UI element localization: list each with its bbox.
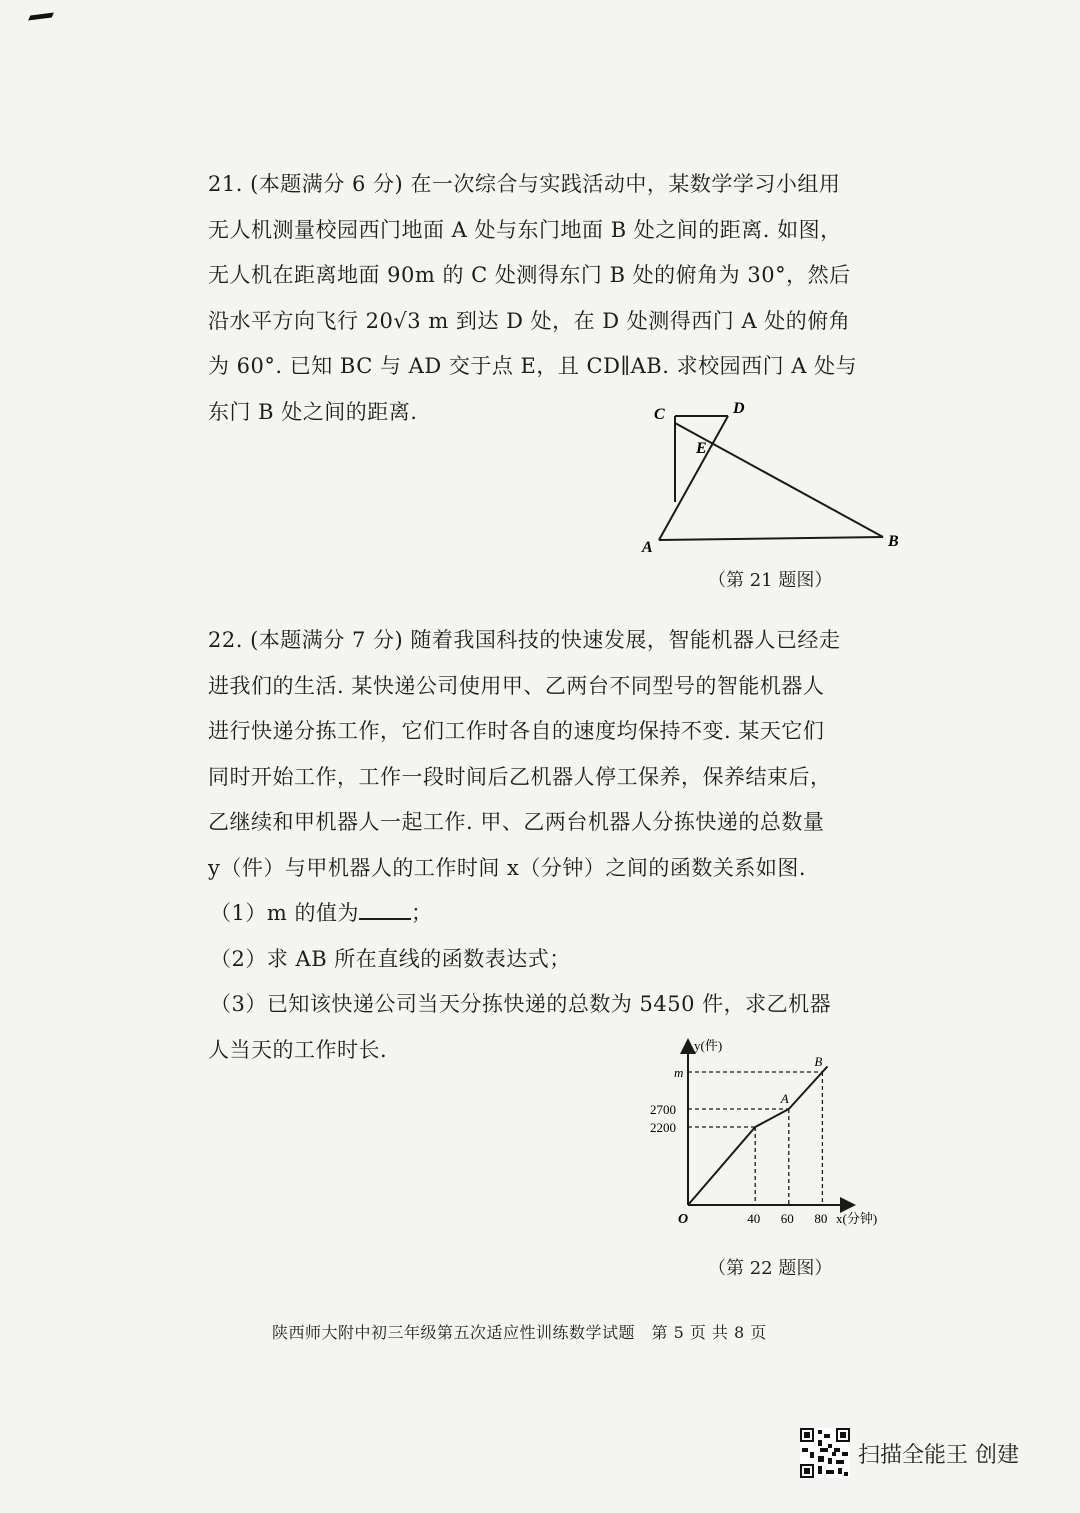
label-d: D bbox=[733, 400, 745, 417]
problem-22-line: 同时开始工作，工作一段时间后乙机器人停工保养，保养结束后， bbox=[208, 764, 832, 789]
graph-segment bbox=[688, 1127, 755, 1205]
figure-22-caption: （第 22 题图） bbox=[708, 1258, 833, 1279]
point-label: A bbox=[780, 1091, 789, 1106]
subquestion-3-line2: 人当天的工作时长. bbox=[208, 1037, 388, 1062]
scan-corner-mark bbox=[28, 12, 54, 20]
problem-22-line: 乙继续和甲机器人一起工作. 甲、乙两台机器人分拣快递的总数量 bbox=[208, 810, 825, 834]
x-tick-label: 60 bbox=[780, 1211, 794, 1226]
x-tick-label: 40 bbox=[747, 1211, 761, 1226]
graph-segment bbox=[822, 1066, 827, 1072]
problem-21-line: 东门 B 处之间的距离. bbox=[208, 399, 418, 424]
label-b: B bbox=[888, 533, 899, 550]
subquestion-2: （2）求 AB 所在直线的函数表达式； bbox=[210, 946, 571, 971]
problem-21-line: 无人机在距离地面 90m 的 C 处测得东门 B 处的俯角为 30°，然后 bbox=[208, 263, 851, 287]
problem-22-line: 进我们的生活. 某快递公司使用甲、乙两台不同型号的智能机器人 bbox=[208, 673, 825, 698]
y-tick-label: 2200 bbox=[650, 1120, 676, 1135]
y-tick-label: 2700 bbox=[650, 1102, 676, 1117]
subquestion-1-suffix: ； bbox=[410, 901, 433, 925]
problem-21-line: 为 60°. 已知 BC 与 AD 交于点 E，且 CD∥AB. 求校园西门 A 处与 bbox=[208, 354, 858, 378]
answer-blank bbox=[359, 900, 411, 920]
graph-segment bbox=[789, 1072, 823, 1109]
problem-21-line: 21. (本题满分 6 分) 在一次综合与实践活动中，某数学学习小组用 bbox=[208, 172, 841, 196]
problem-21-line: 无人机测量校园西门地面 A 处与东门地面 B 处之间的距离. 如图， bbox=[208, 217, 842, 242]
figure-21-caption: （第 21 题图） bbox=[708, 570, 833, 591]
origin-label: O bbox=[678, 1212, 689, 1227]
y-axis-label: y(件) bbox=[694, 1038, 723, 1053]
y-tick-label: m bbox=[674, 1065, 684, 1080]
label-c: C bbox=[654, 406, 665, 423]
problem-21-figure bbox=[630, 395, 920, 560]
segment-da bbox=[659, 416, 728, 540]
subquestion-1 bbox=[208, 891, 868, 937]
segment-ab bbox=[659, 537, 883, 540]
x-tick-label: 80 bbox=[814, 1211, 828, 1226]
problem-22-line: 进行快递分拣工作，它们工作时各自的速度均保持不变. 某天它们 bbox=[208, 719, 825, 743]
page-footer: 陕西师大附中初三年级第五次适应性训练数学试题 第 5 页 共 8 页 bbox=[272, 1323, 767, 1342]
problem-22-line: 22. (本题满分 7 分) 随着我国科技的快速发展，智能机器人已经走 bbox=[208, 628, 841, 652]
problem-22-line: y（件）与甲机器人的工作时间 x（分钟）之间的函数关系如图. bbox=[208, 855, 807, 880]
label-a: A bbox=[642, 539, 653, 556]
problem-22-text bbox=[208, 618, 868, 1073]
problem-22-chart bbox=[640, 1030, 920, 1230]
label-e: E bbox=[696, 440, 707, 457]
problem-21-line: 沿水平方向飞行 20√3 m 到达 D 处，在 D 处测得西门 A 处的俯角 bbox=[208, 308, 851, 333]
subquestion-1-text: （1）m 的值为 bbox=[210, 901, 359, 925]
qr-code-icon bbox=[800, 1428, 850, 1478]
scanner-watermark bbox=[800, 1428, 1019, 1478]
watermark-text: 扫描全能王 创建 bbox=[858, 1442, 1019, 1468]
point-label: B bbox=[814, 1054, 823, 1069]
x-axis-label: x(分钟) bbox=[836, 1211, 878, 1226]
subquestion-3-line1: （3）已知该快递公司当天分拣快递的总数为 5450 件，求乙机器 bbox=[210, 992, 832, 1016]
graph-segment bbox=[755, 1109, 789, 1127]
